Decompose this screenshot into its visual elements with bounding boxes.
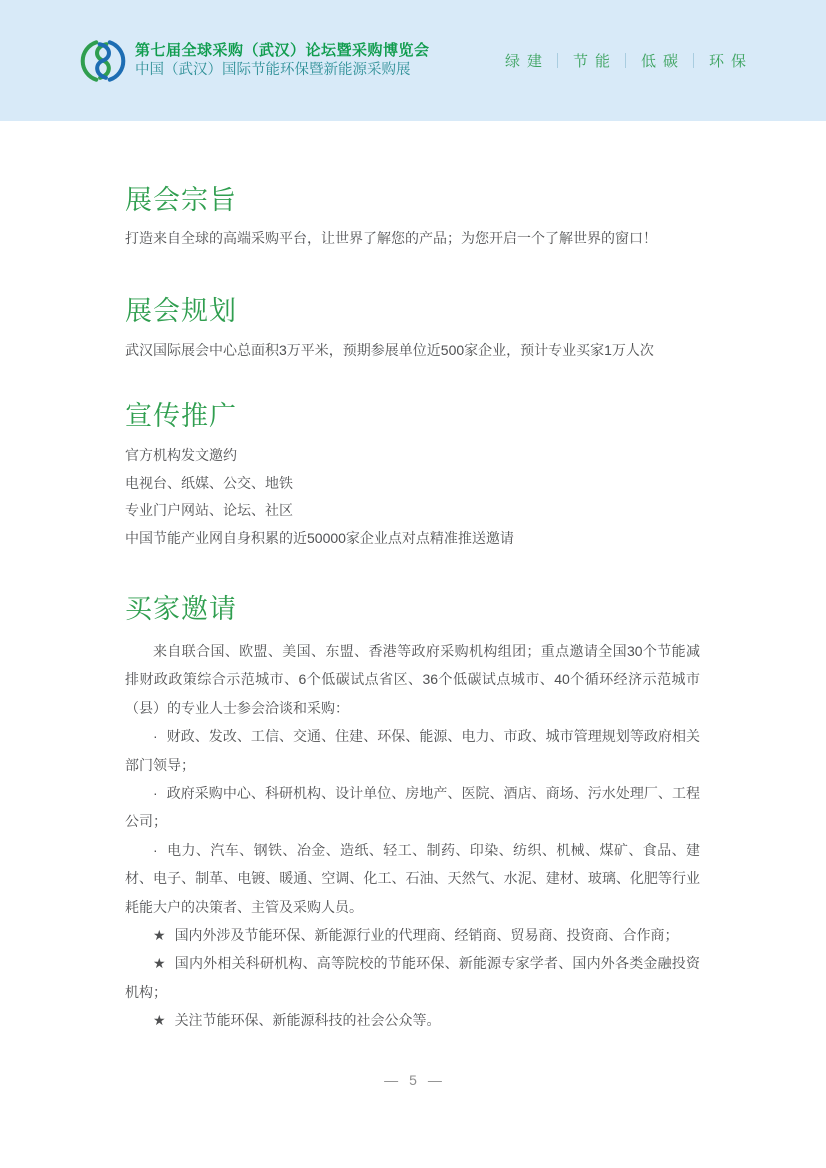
tag-energy-saving: 节能 bbox=[572, 53, 617, 70]
buyer-bullet-text: 政府采购中心、科研机构、设计单位、房地产、医院、酒店、商场、污水处理厂、工程公司； bbox=[125, 785, 700, 830]
tag-eco-friendly: 环保 bbox=[708, 53, 753, 70]
expo-logo-icon bbox=[80, 38, 126, 84]
page-content bbox=[0, 185, 826, 1035]
buyer-star-text: 关注节能环保、新能源科技的社会公众等。 bbox=[174, 1012, 441, 1029]
footer-dash: — bbox=[427, 1072, 442, 1088]
tag-separator bbox=[693, 53, 694, 68]
promotion-line: 电视台、纸媒、公交、地铁 bbox=[125, 474, 293, 491]
promotion-line: 专业门户网站、论坛、社区 bbox=[125, 502, 293, 518]
star-bullet-icon: ★ bbox=[153, 1012, 166, 1029]
buyer-bullet-item bbox=[125, 779, 700, 836]
section-expo-plan bbox=[125, 296, 700, 361]
dot-bullet-icon: · bbox=[153, 785, 158, 802]
tag-separator bbox=[625, 53, 626, 68]
expo-plan-text: 武汉国际展会中心总面积3万平米，预期参展单位近500家企业，预计专业买家1万人次 bbox=[125, 342, 654, 358]
brand-block bbox=[80, 38, 430, 84]
promotion-lines bbox=[125, 442, 700, 552]
buyer-bullet-item bbox=[125, 836, 700, 921]
section-expo-purpose bbox=[125, 185, 700, 249]
heading-promotion: 宣传推广 bbox=[125, 401, 237, 431]
buyer-star-item bbox=[125, 1006, 700, 1034]
tag-separator bbox=[557, 53, 558, 68]
header-keyword-tags bbox=[504, 50, 753, 71]
promotion-line: 中国节能产业网自身积累的近50000家企业点对点精准推送邀请 bbox=[125, 529, 514, 546]
star-bullet-icon: ★ bbox=[153, 927, 166, 944]
event-title: 第七届全球采购（武汉）论坛暨采购博览会 bbox=[135, 42, 430, 59]
section-buyer-invitation bbox=[125, 594, 700, 1035]
page-footer bbox=[0, 1072, 826, 1088]
heading-expo-purpose: 展会宗旨 bbox=[125, 185, 237, 215]
event-subtitle: 中国（武汉）国际节能环保暨新能源采购展 bbox=[135, 62, 411, 78]
heading-buyer-invitation: 买家邀请 bbox=[125, 594, 237, 624]
buyer-star-text: 国内外相关科研机构、高等院校的节能环保、新能源专家学者、国内外各类金融投资机构； bbox=[125, 955, 700, 1000]
buyer-bullet-item bbox=[125, 722, 700, 779]
section-promotion bbox=[125, 401, 700, 552]
buyer-star-item bbox=[125, 921, 700, 949]
buyer-bullet-text: 财政、发改、工信、交通、住建、环保、能源、电力、市政、城市管理规划等政府相关部门领导； bbox=[125, 728, 700, 773]
promotion-line: 官方机构发文邀约 bbox=[125, 447, 237, 463]
tag-green-building: 绿建 bbox=[504, 53, 549, 70]
buyer-star-text: 国内外涉及节能环保、新能源行业的代理商、经销商、贸易商、投资商、合作商； bbox=[174, 927, 679, 944]
brand-text bbox=[135, 41, 430, 80]
dot-bullet-icon: · bbox=[153, 841, 158, 858]
buyer-bullet-text: 电力、汽车、钢铁、冶金、造纸、轻工、制药、印染、纺织、机械、煤矿、食品、建材、电子、制革、电镀、暖通、空调、化工、石油、天然气、水泥、建材、玻璃、化肥等行业耗能大户的决策者、主管及采购人员。 bbox=[125, 841, 700, 915]
buyer-intro: 来自联合国、欧盟、美国、东盟、香港等政府采购机构组团；重点邀请全国30个节能减排财政政策综合示范城市、6个低碳试点省区、36个低碳试点城市、40个循环经济示范城市（县）的专业人士参会洽谈和采购： bbox=[125, 643, 700, 716]
tag-low-carbon: 低碳 bbox=[640, 53, 685, 70]
page-number: 5 bbox=[409, 1072, 417, 1088]
footer-dash: — bbox=[384, 1072, 399, 1088]
buyer-star-item bbox=[125, 949, 700, 1006]
buyer-invitation-body bbox=[125, 637, 700, 1035]
page-header bbox=[0, 0, 826, 121]
dot-bullet-icon: · bbox=[153, 728, 158, 745]
star-bullet-icon: ★ bbox=[153, 955, 166, 972]
expo-purpose-text: 打造来自全球的高端采购平台，让世界了解您的产品；为您开启一个了解世界的窗口！ bbox=[125, 230, 657, 246]
heading-expo-plan: 展会规划 bbox=[125, 296, 237, 326]
